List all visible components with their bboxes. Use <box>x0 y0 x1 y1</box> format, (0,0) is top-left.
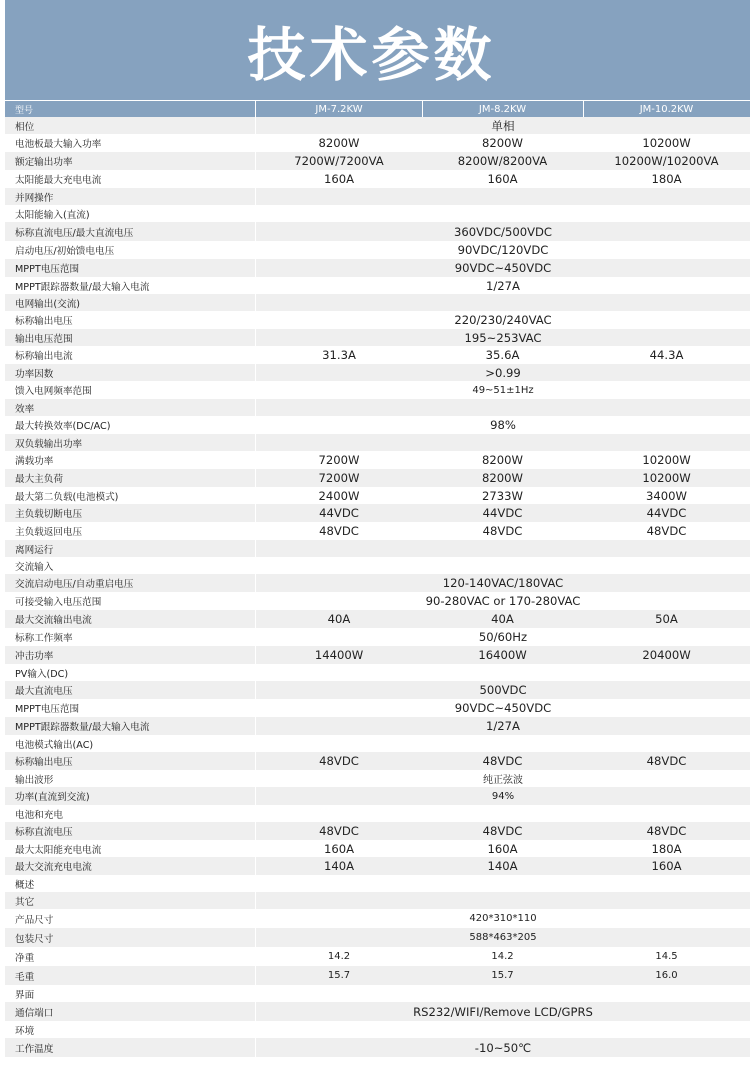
row-label: 环境 <box>15 1025 35 1037</box>
row-value-model-1: 44VDC <box>319 506 359 520</box>
row-label: 标称直流电压 <box>15 827 73 838</box>
model-header-1: JM-7.2KW <box>315 103 363 115</box>
row-value-merged: 90VDC~450VDC <box>454 261 552 275</box>
row-value-model-3: 16.0 <box>655 970 678 981</box>
row-value-model-2: 44VDC <box>482 506 523 520</box>
table-row <box>5 787 750 805</box>
table-row <box>5 504 750 522</box>
row-value-merged: 588*463*205 <box>469 932 537 943</box>
row-label: 界面 <box>15 989 35 1001</box>
row-label: 电池板最大输入功率 <box>15 139 102 150</box>
row-value-model-1: 40A <box>327 612 351 626</box>
row-label: MPPT电压范围 <box>15 264 80 275</box>
table-row <box>5 909 750 928</box>
row-value-model-1: 14.2 <box>327 951 351 962</box>
row-label: 满载功率 <box>15 456 54 467</box>
row-label: 最大主负荷 <box>15 474 63 485</box>
row-value-merged: 420*310*110 <box>469 913 537 924</box>
table-row <box>5 329 750 346</box>
row-value-model-3: 10200W <box>642 471 691 485</box>
row-value-model-2: 160A <box>487 841 518 856</box>
table-row <box>5 822 750 840</box>
row-value-model-1: 48VDC <box>319 824 359 838</box>
row-value-merged: 90VDC~450VDC <box>454 701 552 715</box>
row-value-model-3: 48VDC <box>646 524 687 538</box>
table-row <box>5 1038 750 1057</box>
table-row <box>5 416 750 434</box>
table-row <box>5 646 750 664</box>
row-value-model-2: 140A <box>487 859 518 873</box>
row-label: 主负载返回电压 <box>15 527 83 538</box>
table-row <box>5 699 750 717</box>
row-value-model-2: 48VDC <box>482 824 523 838</box>
row-value-model-1: 48VDC <box>319 754 359 768</box>
row-label: 启动电压/初始馈电电压 <box>15 246 115 257</box>
row-value-model-2: 8200W <box>482 136 523 150</box>
row-value-model-3: 44.3A <box>649 348 684 362</box>
row-value-merged: 220/230/240VAC <box>454 313 552 327</box>
row-label: 太阳能最大充电电流 <box>15 175 102 186</box>
row-label: 并网操作 <box>15 192 54 204</box>
table-row <box>5 985 750 1002</box>
table-row <box>5 522 750 540</box>
row-value-model-3: 50A <box>655 612 678 626</box>
table-row <box>5 540 750 557</box>
table-row <box>5 451 750 469</box>
row-label: 额定输出功率 <box>15 157 73 168</box>
row-value-merged: >0.99 <box>485 365 521 380</box>
row-value-model-3: 48VDC <box>646 754 687 768</box>
table-row <box>5 346 750 364</box>
row-label: MPPT跟踪器数量/最大输入电流 <box>15 281 150 293</box>
row-value-model-3: 180A <box>651 841 682 856</box>
row-label: 馈入电网频率范围 <box>15 386 92 397</box>
table-row <box>5 399 750 416</box>
table-row <box>5 610 750 628</box>
row-value-model-2: 2733W <box>482 488 523 503</box>
table-row <box>5 1021 750 1038</box>
page-title: 技术参数 <box>247 21 496 89</box>
row-label: 包装尺寸 <box>15 933 54 945</box>
row-label: 工作温度 <box>15 1043 54 1055</box>
row-value-merged: 1/27A <box>486 278 520 293</box>
header-label: 型号 <box>15 105 34 116</box>
table-row <box>5 892 750 909</box>
table-row <box>5 664 750 681</box>
row-value-merged: 纯正弦波 <box>483 775 523 786</box>
row-label: 最大转换效率(DC/AC) <box>15 421 111 432</box>
table-row <box>5 188 750 205</box>
row-label: 功率因数 <box>15 368 54 380</box>
row-value-model-1: 7200W <box>318 471 360 485</box>
spec-table <box>5 101 750 1057</box>
row-value-merged: RS232/WIFI/Remove LCD/GPRS <box>413 1004 593 1019</box>
table-row <box>5 628 750 646</box>
row-value-model-3: 10200W <box>642 453 691 467</box>
row-label: 其它 <box>15 896 35 908</box>
row-label: 电网输出(交流) <box>15 298 81 310</box>
table-row <box>5 840 750 857</box>
table-row <box>5 117 750 134</box>
row-label: 最大直流电压 <box>15 686 73 697</box>
table-row <box>5 170 750 188</box>
row-value-model-1: 7200W/7200VA <box>294 154 384 168</box>
row-value-merged: 500VDC <box>479 683 527 697</box>
table-row <box>5 557 750 574</box>
row-value-model-1: 2400W <box>318 488 360 503</box>
row-value-model-3: 48VDC <box>646 824 687 838</box>
row-value-model-3: 10200W/10200VA <box>614 154 719 168</box>
row-label: 可接受输入电压范围 <box>15 597 102 608</box>
table-row <box>5 717 750 735</box>
row-label: 最大交流充电电流 <box>15 862 92 873</box>
row-value-model-3: 160A <box>651 859 682 873</box>
row-value-model-3: 10200W <box>642 136 691 150</box>
row-value-merged: -10~50℃ <box>474 1040 532 1055</box>
row-label: 电池模式输出(AC) <box>15 739 94 751</box>
table-row <box>5 735 750 752</box>
table-row <box>5 311 750 329</box>
table-header <box>5 101 750 117</box>
row-value-model-2: 8200W <box>482 453 523 467</box>
table-row <box>5 770 750 787</box>
row-label: 通信端口 <box>15 1007 54 1019</box>
table-row <box>5 277 750 294</box>
row-value-merged: 94% <box>491 790 515 802</box>
row-label: 标称输出电压 <box>15 757 73 768</box>
table-row <box>5 574 750 592</box>
row-label: 相位 <box>15 121 35 133</box>
row-label: 产品尺寸 <box>15 914 54 926</box>
row-label: 交流输入 <box>15 561 54 573</box>
row-label: 最大第二负载(电池模式) <box>15 491 119 503</box>
row-value-merged: 98% <box>490 418 516 432</box>
row-label: 最大太阳能充电电流 <box>15 844 102 856</box>
row-label: PV输入(DC) <box>15 668 69 680</box>
table-row <box>5 805 750 822</box>
row-value-model-2: 16400W <box>478 648 527 662</box>
row-value-model-2: 48VDC <box>482 754 523 768</box>
row-value-merged: 90VDC/120VDC <box>457 243 549 257</box>
table-row <box>5 592 750 610</box>
table-row <box>5 381 750 399</box>
row-value-merged: 195~253VAC <box>464 330 542 345</box>
row-label: 功率(直流到交流) <box>15 792 90 803</box>
row-label: 毛重 <box>15 971 35 983</box>
row-value-model-3: 20400W <box>642 648 691 662</box>
row-label: 交流启动电压/自动重启电压 <box>15 579 134 590</box>
row-label: 效率 <box>15 403 35 415</box>
table-row <box>5 469 750 487</box>
row-value-model-1: 8200W <box>318 136 360 150</box>
row-label: 概述 <box>15 879 35 891</box>
table-row <box>5 259 750 277</box>
row-value-model-2: 48VDC <box>482 524 523 538</box>
row-label: 主负载切断电压 <box>15 509 83 520</box>
row-label: 标称工作频率 <box>15 633 73 644</box>
table-row <box>5 857 750 875</box>
table-row <box>5 928 750 947</box>
table-row <box>5 875 750 892</box>
row-label: 输出电压范围 <box>15 333 73 345</box>
row-value-model-1: 140A <box>323 859 355 873</box>
row-value-model-1: 31.3A <box>322 348 356 362</box>
table-row <box>5 152 750 170</box>
table-row <box>5 364 750 381</box>
row-value-model-1: 48VDC <box>319 524 359 538</box>
row-value-model-1: 14400W <box>314 648 364 662</box>
model-header-2: JM-8.2KW <box>478 103 527 115</box>
table-row <box>5 681 750 699</box>
row-value-model-1: 160A <box>323 841 355 856</box>
row-value-merged: 1/27A <box>486 719 520 733</box>
row-value-merged: 360VDC/500VDC <box>453 224 553 239</box>
row-label: 最大交流输出电流 <box>15 615 92 626</box>
row-label: MPPT跟踪器数量/最大输入电流 <box>15 722 150 733</box>
table-row <box>5 222 750 241</box>
table-row <box>5 434 750 451</box>
table-row <box>5 241 750 259</box>
row-label: 输出波形 <box>15 774 54 786</box>
table-row <box>5 966 750 985</box>
row-value-model-3: 44VDC <box>646 506 687 520</box>
row-label: 标称输出电流 <box>15 351 73 362</box>
row-value-model-1: 7200W <box>318 453 360 467</box>
row-value-model-2: 160A <box>487 172 518 186</box>
row-value-merged: 49~51±1Hz <box>472 384 534 396</box>
row-value-model-1: 160A <box>323 172 355 186</box>
table-row <box>5 947 750 966</box>
table-row <box>5 487 750 504</box>
row-value-model-2: 35.6A <box>485 348 520 362</box>
model-header-3: JM-10.2KW <box>639 103 694 115</box>
table-row <box>5 294 750 311</box>
row-label: 净重 <box>15 952 35 964</box>
row-value-model-3: 3400W <box>646 488 687 503</box>
table-row <box>5 205 750 222</box>
row-value-merged: 50/60Hz <box>478 630 528 644</box>
row-label: 冲击功率 <box>15 651 54 662</box>
row-value-merged: 90-280VAC or 170-280VAC <box>425 594 581 608</box>
row-value-model-3: 180A <box>651 172 682 186</box>
row-value-model-2: 8200W <box>482 471 523 485</box>
table-row <box>5 134 750 152</box>
row-value-model-1: 15.7 <box>327 970 351 981</box>
row-value-model-2: 14.2 <box>491 951 514 962</box>
row-label: 双负载输出功率 <box>15 438 83 450</box>
table-row <box>5 1002 750 1021</box>
row-value-model-3: 14.5 <box>655 951 678 962</box>
row-label: 标称输出电压 <box>15 316 73 327</box>
row-value-model-2: 8200W/8200VA <box>457 154 548 168</box>
title-banner <box>5 0 750 100</box>
row-label: 标称直流电压/最大直流电压 <box>15 227 134 239</box>
table-row <box>5 752 750 770</box>
row-label: 太阳能输入(直流) <box>15 209 90 221</box>
row-value-merged: 120-140VAC/180VAC <box>442 576 564 590</box>
row-label: MPPT电压范围 <box>15 704 80 715</box>
row-value-model-2: 40A <box>491 612 514 626</box>
row-value-merged: 单相 <box>491 118 515 133</box>
row-label: 电池和充电 <box>15 809 63 821</box>
row-label: 离网运行 <box>15 544 54 556</box>
row-value-model-2: 15.7 <box>491 970 514 981</box>
